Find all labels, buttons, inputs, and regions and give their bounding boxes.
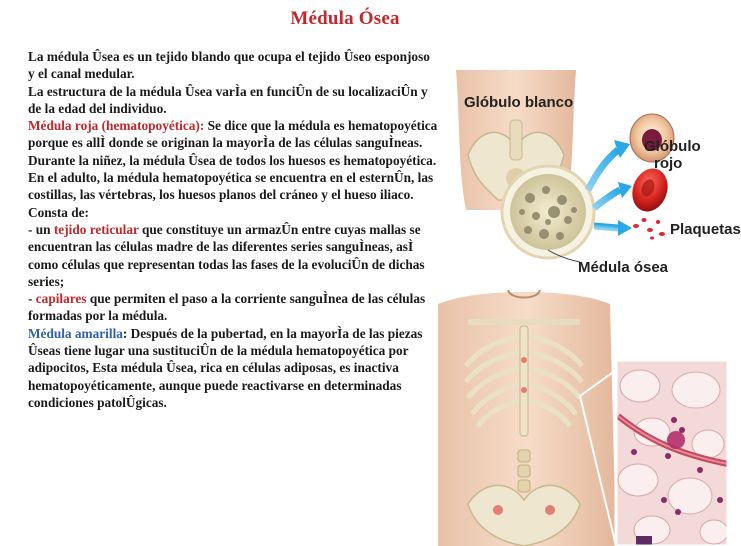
paragraph-structure: La estructura de la médula Ûsea varÌa en funciÛn de su localizaciÛn y de la edad del individuo. [28,83,428,116]
label-red-blood-cell-line2: rojo [654,155,683,172]
paragraph-capillaries [28,290,438,325]
term-red-marrow: Médula roja (hematopoyética): [28,118,205,134]
yellow-marrow-description: : Después de la pubertad, en la mayorÌa de las piezas Ûseas tiene lugar una sustituciÛn de la médula hematopoyética por adipocitos, Esta médula Ûsea, rica en células adiposas, es inactiva hematopoyéticamente, aunque puede reactivarse en determinadas condiciones patolÛgicas. [28,325,423,410]
paragraph-childhood: Durante la niñez, la médula Ûsea de todos los huesos es hematopoyética. En el adulto, la médula hematopoyética se encuentra en el esternÛn, las costillas, las vértebras, los huesos planos del cráneo y el hueso iliaco. [28,152,437,203]
marrow-micrograph [616,360,728,546]
bone-cross-section [502,166,594,258]
term-capillaries: capilares [35,291,87,307]
label-white-blood-cell: Glóbulo blanco [464,94,574,111]
skeleton-torso [438,290,616,546]
term-yellow-marrow: Médula amarilla [28,325,123,341]
red-marrow-description: Se dice que la médula es hematopoyética porque es allÌ donde se originan la mayorÌa de las células sanguÌneas. [28,118,438,151]
capillaries-description: que permiten el paso a la corriente sanguÌnea de las células formadas por la médula. [28,291,426,324]
paragraph-reticular [28,221,438,290]
reticular-description: que constituye un armazÛn entre cuyas mallas se encuentran las células madre de las diferentes series sanguÌneas, asÌ como células que representan todas las fases de la evoluciÛn de dichas series; [28,221,425,289]
bullet-prefix: - [28,291,36,307]
paragraph-red-marrow [28,117,438,152]
label-bone-marrow: Médula ósea [578,259,669,276]
body-text [28,48,438,411]
arrows [588,140,632,236]
platelets [633,218,665,240]
anatomy-illustration [438,60,728,546]
paragraph-consists: Consta de: [28,204,89,220]
label-red-blood-cell-line1: Glóbulo [644,138,701,155]
label-platelets: Plaquetas [670,221,741,238]
paragraph-definition: La médula Ûsea es un tejido blando que ocupa el tejido Ûseo esponjoso y el canal medular. [28,49,430,82]
page-title: Médula Ósea [290,8,400,29]
bullet-prefix: - un [28,221,54,237]
term-reticular-tissue: tejido reticular [53,221,139,237]
anatomy-figure [438,60,741,546]
paragraph-yellow-marrow [28,325,438,411]
